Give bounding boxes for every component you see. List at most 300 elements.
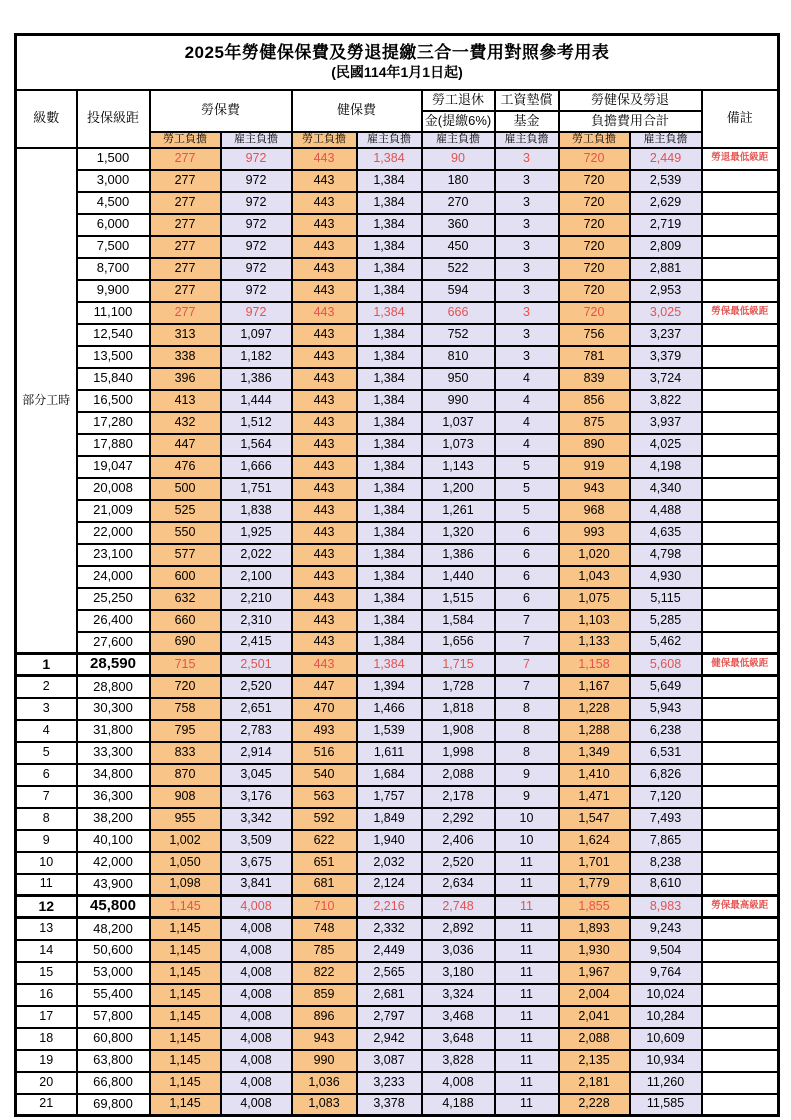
total-employer-cell: 4,198 [630,456,702,478]
total-employer-cell: 4,635 [630,522,702,544]
part-time-cell: 部分工時 [16,148,77,654]
subheader-pension-employer: 雇主負擔 [422,132,495,148]
wage-fund-employer-cell: 3 [495,236,559,258]
table-row [16,764,779,786]
total-employee-cell: 720 [559,192,630,214]
table-row [16,368,779,390]
table-row [16,214,779,236]
labor-employer-cell: 4,008 [221,1072,292,1094]
level-cell: 8 [16,808,77,830]
labor-employer-cell: 2,501 [221,654,292,676]
health-employer-cell: 1,384 [357,566,422,588]
wage-fund-employer-cell: 8 [495,698,559,720]
bracket-cell: 11,100 [77,302,150,324]
total-employee-cell: 720 [559,258,630,280]
level-cell: 10 [16,852,77,874]
remark-cell [702,830,779,852]
wage-fund-employer-cell: 3 [495,280,559,302]
bracket-cell: 34,800 [77,764,150,786]
total-employer-cell: 2,881 [630,258,702,280]
table-row [16,434,779,456]
health-employee-cell: 443 [292,456,357,478]
table-row [16,412,779,434]
table-row [16,654,779,676]
total-employer-cell: 10,024 [630,984,702,1006]
health-employer-cell: 2,216 [357,896,422,918]
pension-employer-cell: 3,180 [422,962,495,984]
level-cell: 7 [16,786,77,808]
labor-employee-cell: 577 [150,544,221,566]
table-body [16,148,779,1116]
pension-employer-cell: 990 [422,390,495,412]
remark-cell [702,874,779,896]
pension-employer-cell: 450 [422,236,495,258]
subheader-health-employee: 勞工負擔 [292,132,357,148]
health-employee-cell: 443 [292,346,357,368]
remark-cell [702,544,779,566]
labor-employer-cell: 972 [221,192,292,214]
pension-employer-cell: 1,037 [422,412,495,434]
wage-fund-employer-cell: 8 [495,742,559,764]
remark-cell [702,984,779,1006]
labor-employer-cell: 4,008 [221,1094,292,1116]
labor-employer-cell: 4,008 [221,940,292,962]
total-employee-cell: 1,167 [559,676,630,698]
remark-cell [702,500,779,522]
health-employer-cell: 2,124 [357,874,422,896]
bracket-cell: 40,100 [77,830,150,852]
table-row [16,830,779,852]
total-employee-cell: 1,075 [559,588,630,610]
labor-employee-cell: 870 [150,764,221,786]
total-employee-cell: 720 [559,236,630,258]
labor-employer-cell: 2,022 [221,544,292,566]
bracket-cell: 8,700 [77,258,150,280]
table-row [16,786,779,808]
pension-employer-cell: 594 [422,280,495,302]
pension-employer-cell: 1,584 [422,610,495,632]
health-employee-cell: 748 [292,918,357,940]
health-employer-cell: 1,384 [357,170,422,192]
pension-employer-cell: 270 [422,192,495,214]
total-employer-cell: 5,462 [630,632,702,654]
pension-employer-cell: 4,008 [422,1072,495,1094]
total-employer-cell: 8,983 [630,896,702,918]
table-row [16,1028,779,1050]
level-cell: 20 [16,1072,77,1094]
header-health-insurance: 健保費 [292,90,422,132]
labor-employer-cell: 1,097 [221,324,292,346]
total-employer-cell: 4,340 [630,478,702,500]
total-employee-cell: 781 [559,346,630,368]
pension-employer-cell: 2,406 [422,830,495,852]
bracket-cell: 4,500 [77,192,150,214]
page-subtitle: (民國114年1月1日起) [331,63,463,80]
pension-employer-cell: 2,634 [422,874,495,896]
health-employer-cell: 1,384 [357,390,422,412]
total-employer-cell: 4,930 [630,566,702,588]
health-employee-cell: 943 [292,1028,357,1050]
table-row [16,236,779,258]
level-cell: 9 [16,830,77,852]
health-employee-cell: 443 [292,390,357,412]
health-employee-cell: 443 [292,280,357,302]
total-employee-cell: 2,088 [559,1028,630,1050]
wage-fund-employer-cell: 11 [495,918,559,940]
remark-cell [702,412,779,434]
labor-employee-cell: 1,098 [150,874,221,896]
bracket-cell: 19,047 [77,456,150,478]
labor-employee-cell: 277 [150,192,221,214]
subheader-total-employee: 勞工負擔 [559,132,630,148]
table-row [16,808,779,830]
health-employee-cell: 443 [292,192,357,214]
labor-employee-cell: 476 [150,456,221,478]
wage-fund-employer-cell: 3 [495,346,559,368]
bracket-cell: 50,600 [77,940,150,962]
pension-employer-cell: 3,648 [422,1028,495,1050]
pension-employer-cell: 1,908 [422,720,495,742]
labor-employer-cell: 4,008 [221,962,292,984]
pension-employer-cell: 90 [422,148,495,170]
total-employee-cell: 1,349 [559,742,630,764]
level-cell: 21 [16,1094,77,1116]
health-employer-cell: 1,757 [357,786,422,808]
level-cell: 5 [16,742,77,764]
labor-employer-cell: 3,176 [221,786,292,808]
health-employer-cell: 1,384 [357,632,422,654]
remark-cell [702,368,779,390]
health-employee-cell: 443 [292,368,357,390]
labor-employer-cell: 1,182 [221,346,292,368]
labor-employee-cell: 1,145 [150,1094,221,1116]
wage-fund-employer-cell: 10 [495,808,559,830]
level-cell: 6 [16,764,77,786]
total-employer-cell: 9,764 [630,962,702,984]
wage-fund-employer-cell: 11 [495,1072,559,1094]
table-row [16,522,779,544]
health-employer-cell: 1,684 [357,764,422,786]
table-row [16,390,779,412]
health-employer-cell: 1,384 [357,346,422,368]
bracket-cell: 55,400 [77,984,150,1006]
total-employee-cell: 919 [559,456,630,478]
header-total-line1: 勞健保及勞退 [559,90,702,111]
wage-fund-employer-cell: 11 [495,1050,559,1072]
labor-employee-cell: 955 [150,808,221,830]
health-employee-cell: 443 [292,544,357,566]
wage-fund-employer-cell: 9 [495,764,559,786]
level-cell: 11 [16,874,77,896]
subheader-total-employer: 雇主負擔 [630,132,702,148]
health-employee-cell: 592 [292,808,357,830]
remark-cell [702,786,779,808]
health-employer-cell: 1,384 [357,456,422,478]
table-row [16,940,779,962]
labor-employer-cell: 2,100 [221,566,292,588]
health-employee-cell: 443 [292,434,357,456]
bracket-cell: 30,300 [77,698,150,720]
labor-employer-cell: 4,008 [221,918,292,940]
remark-cell [702,566,779,588]
labor-employer-cell: 3,675 [221,852,292,874]
wage-fund-employer-cell: 11 [495,962,559,984]
health-employer-cell: 2,449 [357,940,422,962]
remark-cell [702,214,779,236]
bracket-cell: 26,400 [77,610,150,632]
pension-employer-cell: 1,440 [422,566,495,588]
labor-employee-cell: 1,145 [150,1006,221,1028]
total-employee-cell: 720 [559,280,630,302]
health-employee-cell: 516 [292,742,357,764]
bracket-cell: 66,800 [77,1072,150,1094]
labor-employee-cell: 277 [150,280,221,302]
labor-employee-cell: 660 [150,610,221,632]
bracket-cell: 43,900 [77,874,150,896]
subheader-labor-employer: 雇主負擔 [221,132,292,148]
table-row [16,742,779,764]
total-employer-cell: 10,934 [630,1050,702,1072]
labor-employee-cell: 396 [150,368,221,390]
remark-cell [702,610,779,632]
labor-employee-cell: 690 [150,632,221,654]
labor-employer-cell: 4,008 [221,1028,292,1050]
table-row [16,852,779,874]
labor-employer-cell: 1,838 [221,500,292,522]
header-wage-fund-line2: 基金 [495,111,559,132]
total-employer-cell: 3,237 [630,324,702,346]
pension-employer-cell: 1,073 [422,434,495,456]
health-employee-cell: 990 [292,1050,357,1072]
health-employee-cell: 563 [292,786,357,808]
level-cell: 2 [16,676,77,698]
pension-employer-cell: 522 [422,258,495,280]
wage-fund-employer-cell: 3 [495,214,559,236]
total-employer-cell: 9,243 [630,918,702,940]
remark-cell [702,962,779,984]
wage-fund-employer-cell: 3 [495,324,559,346]
bracket-cell: 16,500 [77,390,150,412]
bracket-cell: 57,800 [77,1006,150,1028]
pension-employer-cell: 3,828 [422,1050,495,1072]
total-employee-cell: 943 [559,478,630,500]
wage-fund-employer-cell: 4 [495,412,559,434]
level-cell: 3 [16,698,77,720]
total-employer-cell: 3,379 [630,346,702,368]
pension-employer-cell: 950 [422,368,495,390]
labor-employer-cell: 972 [221,258,292,280]
bracket-cell: 12,540 [77,324,150,346]
wage-fund-employer-cell: 11 [495,940,559,962]
wage-fund-employer-cell: 3 [495,258,559,280]
labor-employer-cell: 972 [221,214,292,236]
pension-employer-cell: 1,728 [422,676,495,698]
table-row [16,1072,779,1094]
total-employer-cell: 2,449 [630,148,702,170]
bracket-cell: 33,300 [77,742,150,764]
bracket-cell: 15,840 [77,368,150,390]
health-employee-cell: 443 [292,412,357,434]
table-row [16,324,779,346]
wage-fund-employer-cell: 8 [495,720,559,742]
table-row [16,346,779,368]
labor-employee-cell: 277 [150,302,221,324]
health-employer-cell: 1,849 [357,808,422,830]
remark-cell [702,236,779,258]
level-cell: 18 [16,1028,77,1050]
health-employer-cell: 1,384 [357,258,422,280]
wage-fund-employer-cell: 5 [495,500,559,522]
total-employee-cell: 1,893 [559,918,630,940]
labor-employer-cell: 3,509 [221,830,292,852]
wage-fund-employer-cell: 7 [495,632,559,654]
pension-employer-cell: 4,188 [422,1094,495,1116]
labor-employer-cell: 4,008 [221,984,292,1006]
labor-employer-cell: 2,914 [221,742,292,764]
total-employee-cell: 720 [559,302,630,324]
wage-fund-employer-cell: 3 [495,170,559,192]
labor-employer-cell: 1,925 [221,522,292,544]
remark-cell [702,632,779,654]
remark-cell [702,742,779,764]
health-employee-cell: 681 [292,874,357,896]
bracket-cell: 31,800 [77,720,150,742]
health-employee-cell: 622 [292,830,357,852]
total-employer-cell: 10,609 [630,1028,702,1050]
health-employer-cell: 1,384 [357,236,422,258]
labor-employee-cell: 525 [150,500,221,522]
bracket-cell: 23,100 [77,544,150,566]
pension-employer-cell: 360 [422,214,495,236]
health-employee-cell: 443 [292,610,357,632]
bracket-cell: 42,000 [77,852,150,874]
total-employer-cell: 5,649 [630,676,702,698]
labor-employer-cell: 972 [221,170,292,192]
total-employee-cell: 1,967 [559,962,630,984]
wage-fund-employer-cell: 7 [495,610,559,632]
remark-cell [702,1028,779,1050]
health-employer-cell: 1,466 [357,698,422,720]
health-employer-cell: 1,384 [357,324,422,346]
total-employer-cell: 7,865 [630,830,702,852]
bracket-cell: 9,900 [77,280,150,302]
total-employer-cell: 6,238 [630,720,702,742]
total-employee-cell: 1,043 [559,566,630,588]
labor-employee-cell: 795 [150,720,221,742]
wage-fund-employer-cell: 11 [495,1006,559,1028]
total-employer-cell: 3,724 [630,368,702,390]
table-row [16,192,779,214]
health-employee-cell: 443 [292,632,357,654]
total-employer-cell: 6,826 [630,764,702,786]
total-employer-cell: 6,531 [630,742,702,764]
pension-employer-cell: 1,656 [422,632,495,654]
total-employee-cell: 2,135 [559,1050,630,1072]
total-employee-cell: 2,041 [559,1006,630,1028]
total-employee-cell: 1,930 [559,940,630,962]
total-employer-cell: 3,937 [630,412,702,434]
total-employee-cell: 1,020 [559,544,630,566]
remark-cell [702,478,779,500]
pension-employer-cell: 1,715 [422,654,495,676]
labor-employer-cell: 972 [221,236,292,258]
pension-employer-cell: 2,892 [422,918,495,940]
remark-cell [702,940,779,962]
title-cell [16,35,779,90]
fee-table [14,33,780,1117]
pension-employer-cell: 1,386 [422,544,495,566]
labor-employer-cell: 3,342 [221,808,292,830]
labor-employee-cell: 277 [150,214,221,236]
health-employer-cell: 1,384 [357,500,422,522]
wage-fund-employer-cell: 6 [495,566,559,588]
remark-cell [702,808,779,830]
labor-employer-cell: 972 [221,148,292,170]
total-employer-cell: 5,608 [630,654,702,676]
bracket-cell: 21,009 [77,500,150,522]
total-employer-cell: 3,822 [630,390,702,412]
pension-employer-cell: 3,468 [422,1006,495,1028]
bracket-cell: 36,300 [77,786,150,808]
bracket-cell: 60,800 [77,1028,150,1050]
labor-employee-cell: 833 [150,742,221,764]
health-employer-cell: 1,394 [357,676,422,698]
total-employer-cell: 2,629 [630,192,702,214]
health-employer-cell: 1,940 [357,830,422,852]
total-employee-cell: 720 [559,170,630,192]
health-employee-cell: 443 [292,478,357,500]
health-employee-cell: 443 [292,324,357,346]
total-employer-cell: 4,798 [630,544,702,566]
remark-cell: 健保最低級距 [702,654,779,676]
header-bracket: 投保級距 [77,90,150,148]
header-level: 級數 [16,90,77,148]
level-cell: 4 [16,720,77,742]
bracket-cell: 63,800 [77,1050,150,1072]
bracket-cell: 53,000 [77,962,150,984]
total-employer-cell: 4,025 [630,434,702,456]
bracket-cell: 27,600 [77,632,150,654]
wage-fund-employer-cell: 3 [495,148,559,170]
bracket-cell: 22,000 [77,522,150,544]
health-employer-cell: 1,384 [357,280,422,302]
health-employee-cell: 651 [292,852,357,874]
total-employee-cell: 968 [559,500,630,522]
health-employer-cell: 1,384 [357,192,422,214]
health-employee-cell: 710 [292,896,357,918]
table-row [16,566,779,588]
header-pension-line1: 勞工退休 [422,90,495,111]
wage-fund-employer-cell: 5 [495,478,559,500]
pension-employer-cell: 2,088 [422,764,495,786]
remark-cell: 勞保最低級距 [702,302,779,324]
table-row [16,874,779,896]
remark-cell [702,588,779,610]
pension-employer-cell: 1,998 [422,742,495,764]
pension-employer-cell: 1,200 [422,478,495,500]
labor-employee-cell: 277 [150,236,221,258]
wage-fund-employer-cell: 6 [495,588,559,610]
total-employee-cell: 993 [559,522,630,544]
total-employer-cell: 10,284 [630,1006,702,1028]
health-employer-cell: 1,384 [357,654,422,676]
total-employee-cell: 2,181 [559,1072,630,1094]
pension-employer-cell: 2,520 [422,852,495,874]
labor-employer-cell: 1,751 [221,478,292,500]
labor-employer-cell: 2,520 [221,676,292,698]
header-wage-fund-line1: 工資墊償 [495,90,559,111]
table-row [16,500,779,522]
